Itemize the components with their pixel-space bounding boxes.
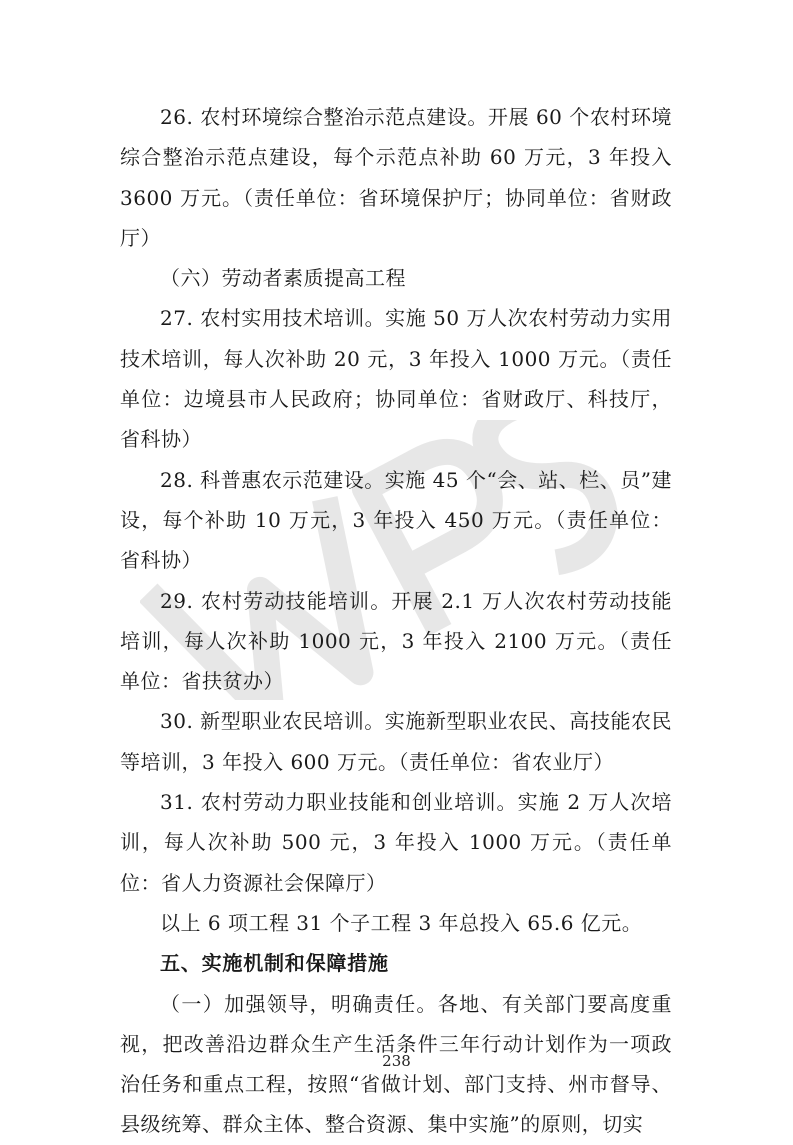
summary-paragraph: 以上 6 项工程 31 个子工程 3 年总投入 65.6 亿元。	[160, 910, 643, 935]
paragraph-item-30: 30. 新型职业农民培训。实施新型职业农民、高技能农民等培训，3 年投入 600 万元。（责任单位：省农业厅）	[120, 709, 672, 774]
paragraph-item-26: 26. 农村环境综合整治示范点建设。开展 60 个农村环境综合整治示范点建设，每个示范点补助 60 万元，3 年投入 3600 万元。（责任单位：省环境保护厅；协同单位：省财政厅）	[120, 105, 672, 250]
section-heading-six: （六）劳动者素质提高工程	[160, 266, 406, 291]
page-number: 238	[382, 1052, 411, 1070]
paragraph-leadership: （一）加强领导，明确责任。各地、有关部门要高度重视，把改善沿边群众生产生活条件三年行动计划作为一项政治任务和重点工程，按照“省做计划、部门支持、州市督导、县级统筹、群众主体、整合资源、集中实施”的原则，切实	[120, 991, 672, 1137]
paragraph-item-28: 28. 科普惠农示范建设。实施 45 个“会、站、栏、员”建设，每个补助 10 万元，3 年投入 450 万元。（责任单位：省科协）	[120, 467, 672, 573]
body-text	[120, 97, 672, 1145]
paragraph-item-29: 29. 农村劳动技能培训。开展 2.1 万人次农村劳动技能培训，每人次补助 1000 元，3 年投入 2100 万元。（责任单位：省扶贫办）	[120, 588, 672, 694]
paragraph-item-31: 31. 农村劳动力职业技能和创业培训。实施 2 万人次培训，每人次补助 500 元，3 年投入 1000 万元。（责任单位：省人力资源社会保障厅）	[120, 790, 672, 895]
chapter-heading-five: 五、实施机制和保障措施	[160, 951, 389, 976]
paragraph-item-27: 27. 农村实用技术培训。实施 50 万人次农村劳动力实用技术培训，每人次补助 20 元，3 年投入 1000 万元。（责任单位：边境县市人民政府；协同单位：省财政厅、科技厅，省科协）	[120, 306, 672, 452]
